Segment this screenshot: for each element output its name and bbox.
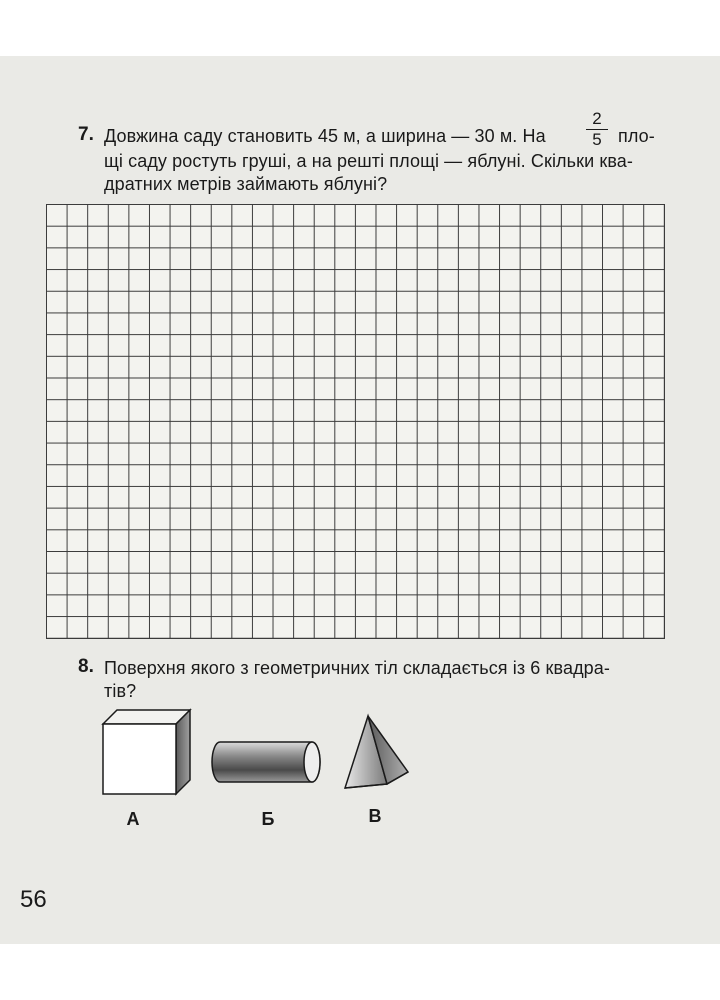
task-7-number: 7. (78, 124, 94, 145)
task-7-line-3: дратних метрів займають яблуні? (104, 174, 388, 194)
cube-icon[interactable] (103, 710, 190, 794)
pyramid-icon[interactable] (345, 716, 408, 788)
shape-label-a: А (126, 809, 140, 829)
fraction-numerator: 2 (592, 109, 602, 128)
task-8-line-1: Поверхня якого з геометричних тіл складається із 6 квадра- (104, 658, 610, 678)
cylinder-icon[interactable] (212, 742, 320, 782)
fraction-two-fifths (586, 110, 608, 149)
shape-label-b: Б (261, 809, 275, 829)
shapes-figure (95, 704, 425, 804)
page-number: 56 (20, 886, 47, 913)
task-7-line-2: щі саду ростуть груші, а на решті площі — яблуні. Скільки ква- (104, 151, 633, 171)
shape-label-v: В (368, 806, 382, 826)
fraction-denominator: 5 (592, 130, 602, 149)
workbook-page (0, 56, 720, 944)
task-7-line-1-end: пло- (618, 126, 655, 146)
task-8-number: 8. (78, 656, 94, 677)
task-8-line-2: тів? (104, 681, 137, 701)
answer-grid[interactable] (46, 204, 665, 639)
task-7-line-1: Довжина саду становить 45 м, а ширина — 30 м. На (104, 126, 546, 146)
